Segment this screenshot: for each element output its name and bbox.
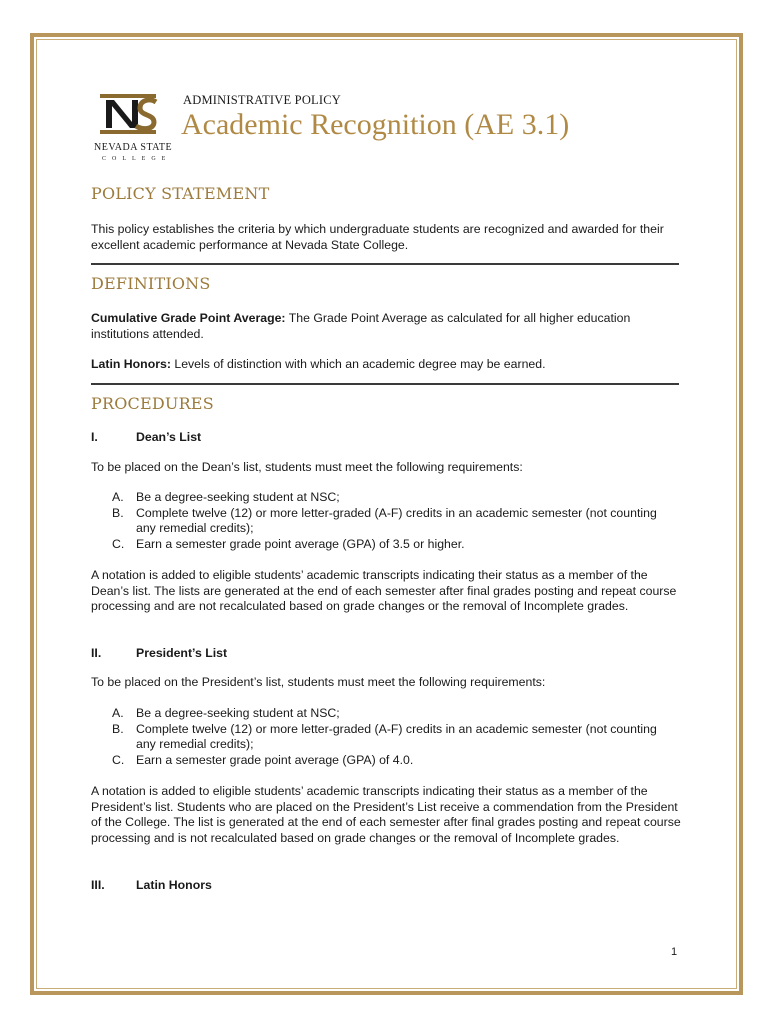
list-item bbox=[112, 706, 672, 722]
list-item bbox=[112, 506, 672, 537]
list-item bbox=[112, 537, 672, 553]
list-item-text: Earn a semester grade point average (GPA) of 3.5 or higher. bbox=[136, 536, 465, 551]
definition-text: Levels of distinction with which an academic degree may be earned. bbox=[170, 357, 546, 371]
list-item-text: Be a degree-seeking student at NSC; bbox=[136, 490, 340, 504]
list-item bbox=[112, 490, 672, 506]
section-number: I. bbox=[91, 430, 98, 444]
administrative-policy-label: ADMINISTRATIVE POLICY bbox=[183, 93, 342, 107]
requirements-intro: To be placed on the President’s list, students must meet the following requirements: bbox=[91, 675, 546, 689]
list-item bbox=[112, 753, 672, 769]
list-letter: C. bbox=[112, 536, 125, 551]
page-title: Academic Recognition (AE 3.1) bbox=[181, 108, 570, 141]
list-item-text: Be a degree-seeking student at NSC; bbox=[136, 706, 340, 720]
logo-subtitle: COLLEGE bbox=[102, 156, 172, 162]
list-item bbox=[112, 722, 672, 753]
list-letter: A. bbox=[112, 490, 124, 504]
list-item-text: Complete twelve (12) or more letter-graded (A-F) credits in an academic semester (not counting any remedial credits); bbox=[136, 721, 657, 751]
ns-monogram-icon bbox=[98, 92, 158, 136]
list-item-text: Earn a semester grade point average (GPA) of 4.0. bbox=[136, 752, 414, 767]
section-number: III. bbox=[91, 878, 105, 892]
section-divider bbox=[91, 383, 679, 385]
list-letter: B. bbox=[112, 721, 124, 736]
notation-paragraph: A notation is added to eligible students’ academic transcripts indicating their status as a member of the Dean’s list. The lists are generated at the end of each semester after final grades posting and repeat course processing and are not recalculated based on grade changes or the removal of Incomplete grades. bbox=[91, 568, 677, 613]
nevada-state-college-logo bbox=[94, 92, 172, 172]
section-number: II. bbox=[91, 646, 102, 660]
section-title: Dean’s List bbox=[136, 430, 202, 444]
logo-name: NEVADA STATE bbox=[94, 142, 173, 153]
definition-item bbox=[91, 311, 681, 342]
policy-statement-heading: POLICY STATEMENT bbox=[91, 184, 270, 203]
list-letter: A. bbox=[112, 706, 124, 720]
section-title: Latin Honors bbox=[136, 878, 212, 892]
definition-text: The Grade Point Average as calculated for all higher education institutions attended. bbox=[91, 311, 631, 341]
list-letter: B. bbox=[112, 505, 124, 520]
definition-term: Latin Honors: bbox=[91, 357, 171, 371]
section-title: President’s List bbox=[136, 646, 228, 660]
list-item-text: Complete twelve (12) or more letter-graded (A-F) credits in an academic semester (not counting any remedial credits); bbox=[136, 505, 657, 535]
requirements-list bbox=[112, 490, 672, 552]
requirements-list bbox=[112, 706, 672, 768]
notation-paragraph: A notation is added to eligible students’ academic transcripts indicating their status as a member of the President’s list. Students who are placed on the President’s List receive a commendation from the President of the College. The list is generated at the end of each semester after final grades posting and repeat course processing and is not recalculated based on grade changes or the removal of Incomplete grades. bbox=[91, 784, 681, 845]
section-divider bbox=[91, 263, 679, 265]
definition-item bbox=[91, 357, 681, 373]
procedures-heading: PROCEDURES bbox=[91, 394, 214, 413]
list-letter: C. bbox=[112, 752, 125, 767]
requirements-intro: To be placed on the Dean’s list, students must meet the following requirements: bbox=[91, 460, 523, 474]
page-number: 1 bbox=[671, 946, 678, 958]
definition-term: Cumulative Grade Point Average: bbox=[91, 311, 286, 325]
definitions-heading: DEFINITIONS bbox=[91, 274, 211, 293]
policy-statement-text: This policy establishes the criteria by which undergraduate students are recognized and awarded for their excellent academic performance at Nevada State College. bbox=[91, 222, 664, 252]
